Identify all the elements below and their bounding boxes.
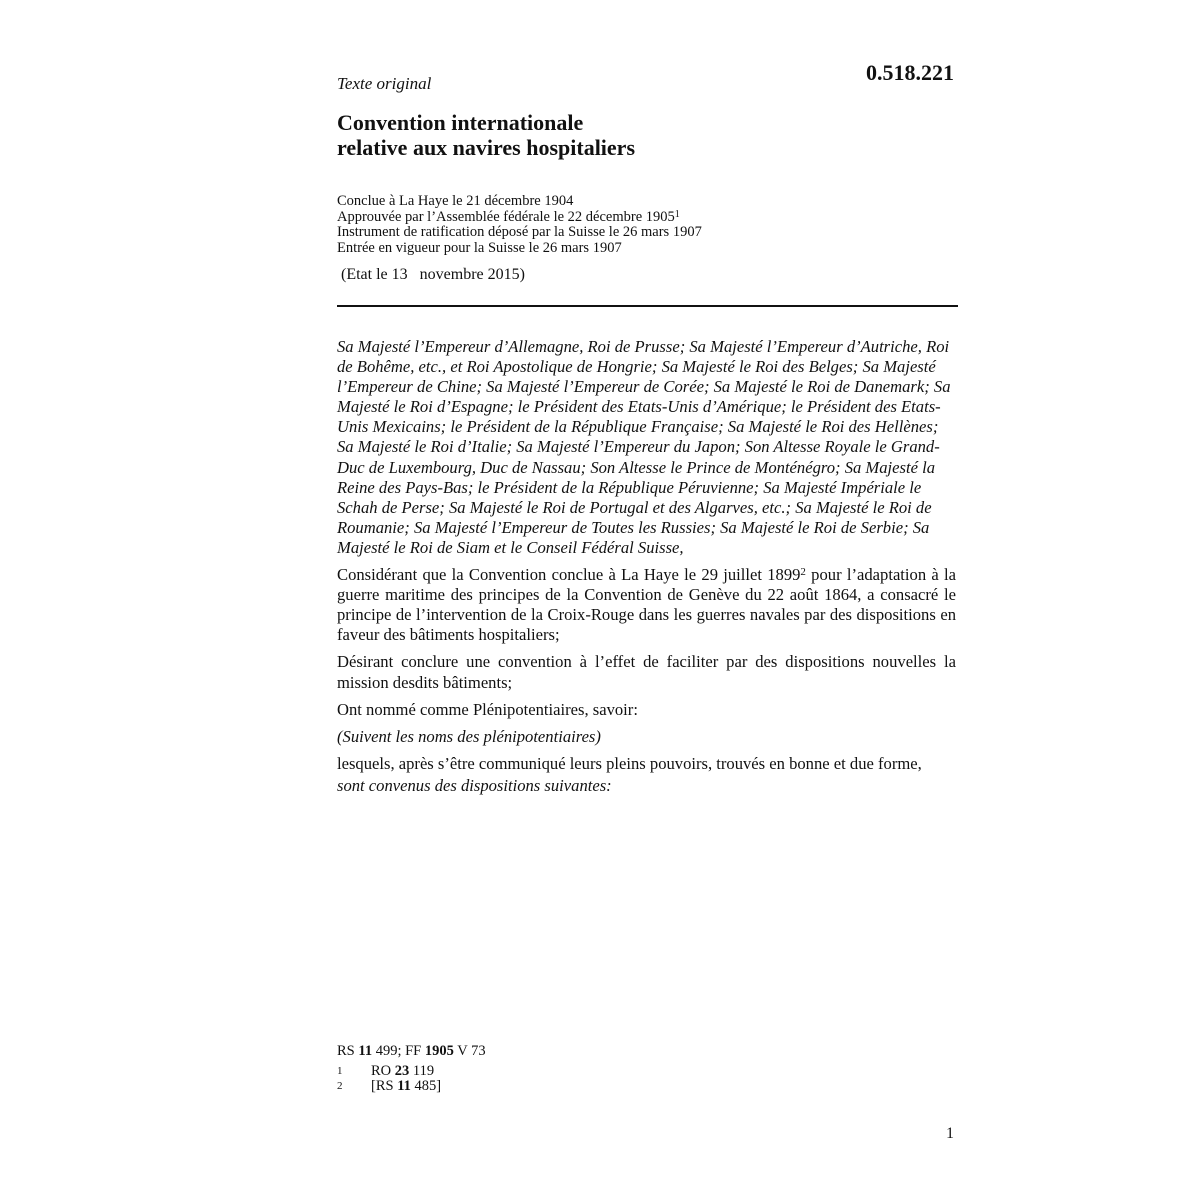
- rs-page: 499; FF: [372, 1043, 425, 1059]
- preamble-parties: Sa Majesté l’Empereur d’Allemagne, Roi de Prusse; Sa Majesté l’Empereur d’Autriche, Roi de Bohême, etc., et Roi Apostolique de Hongrie; Sa Majesté le Roi des Belges; Sa Majesté l’Empereur de Chine; Sa Majesté l’Empereur de Corée; Sa Majesté le Roi de Danemark; Sa Majesté le Roi d’Espagne; le Président des Etats-Unis d’Amérique; le Président des Etats-Unis Mexicains; le Président de la République Française; Sa Majesté le Roi des Hellènes; Sa Majesté le Roi d’Italie; Sa Majesté l’Empereur du Japon; Son Altesse Royale le Grand-Duc de Luxembourg, Duc de Nassau; Son Altesse le Prince de Monténégro; Sa Majesté la Reine des Pays-Bas; le Président de la République Péruvienne; Sa Majesté Impériale le Schah de Perse; Sa Majesté le Roi de Portugal et des Algarves, etc.; Sa Majesté le Roi de Roumanie; Sa Majesté l’Empereur de Toutes les Russies; Sa Majesté le Roi de Serbie; Sa Majesté le Roi de Siam et le Conseil Fédéral Suisse,: [337, 337, 951, 557]
- paragraph-ont-nomme: Ont nommé comme Plénipotentiaires, savoir:: [337, 699, 638, 719]
- meta-conclue: Conclue à La Haye le 21 décembre 1904: [337, 193, 574, 209]
- footnotes: [337, 1044, 486, 1095]
- meta-entree: Entrée en vigueur pour la Suisse le 26 mars 1907: [337, 239, 622, 256]
- meta-instrument: Instrument de ratification déposé par la Suisse le 26 mars 1907: [337, 224, 702, 240]
- page-number: 1: [946, 1125, 954, 1142]
- document-title: [337, 110, 635, 160]
- status-date: [341, 266, 525, 284]
- fn2-volume: 11: [397, 1078, 411, 1094]
- header-divider: [337, 305, 958, 307]
- paragraph-suivent: (Suivent les noms des plénipotentiaires): [337, 726, 601, 746]
- paragraph-lesquels: lesquels, après s’être communiqué leurs pleins pouvoirs, trouvés en bonne et due forme,: [337, 753, 922, 773]
- fn1-prefix: RO: [371, 1062, 395, 1079]
- fn1-volume: 23: [394, 1062, 410, 1079]
- footnote-1-text: [371, 1064, 434, 1080]
- considerant-text-a: Considérant que la Convention conclue à La Haye le 29 juillet 1899: [337, 565, 801, 585]
- footnote-1: [337, 1064, 486, 1080]
- paragraph-considerant: [337, 565, 956, 645]
- ff-year: 1905: [424, 1043, 454, 1059]
- fn2-page: 485]: [410, 1078, 442, 1094]
- paragraph-desirant: Désirant conclure une convention à l’effet de faciliter par des dispositions nouvelles la mission desdits bâtiments;: [337, 652, 956, 692]
- title-line-1: Convention internationale: [337, 110, 584, 135]
- footnote-2-text: [371, 1079, 441, 1095]
- meta-approuvee-text: Approuvée par l’Assemblée fédérale le 22 décembre 1905: [337, 208, 675, 225]
- body-text: [337, 337, 956, 803]
- paragraph-sont-convenus: sont convenus des dispositions suivantes:: [337, 775, 612, 795]
- fn2-prefix: [RS: [371, 1078, 398, 1094]
- status-date-text: (Etat le 13 novembre 2015): [341, 266, 525, 283]
- ff-rest: V 73: [453, 1043, 486, 1059]
- rs-prefix: RS: [337, 1043, 359, 1059]
- footnote-ref-1: 1: [674, 208, 680, 220]
- fn1-page: 119: [409, 1062, 435, 1079]
- footnote-2: [337, 1079, 486, 1095]
- meta-approuvee: [337, 210, 702, 226]
- original-text-label: Texte original: [337, 74, 432, 93]
- footnote-ref-2: 2: [800, 566, 806, 579]
- metadata-block: [337, 194, 702, 256]
- footnote-1-number: 1: [337, 1064, 343, 1077]
- title-line-2: relative aux navires hospitaliers: [337, 135, 636, 160]
- source-reference: [337, 1044, 486, 1060]
- footnote-2-number: 2: [337, 1080, 343, 1092]
- considerant-text-b: pour l’adaptation à la guerre maritime des principes de la Convention de Genève du 22 août 1864, a consacré le principe de l’intervention de la Croix-Rouge dans les guerres navales par des dispositions en faveur des bâtiments hospitaliers;: [337, 565, 956, 645]
- rs-volume: 11: [358, 1043, 373, 1059]
- rs-number: 0.518.221: [866, 60, 954, 85]
